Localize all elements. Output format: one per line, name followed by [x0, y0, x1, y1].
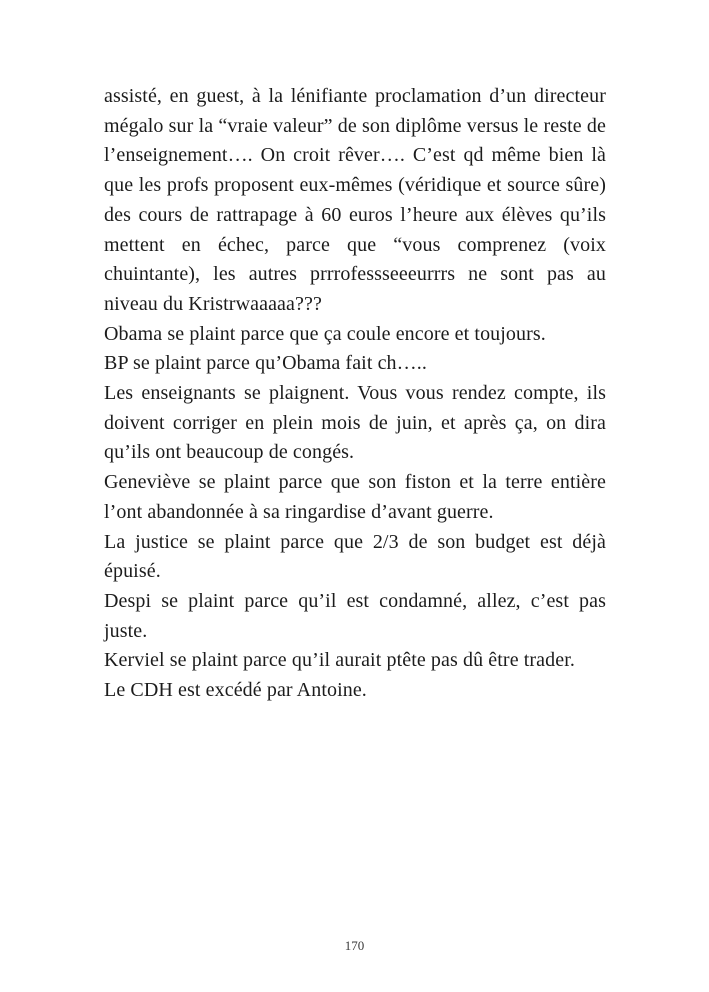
paragraph-3: BP se plaint parce qu’Obama fait ch…..: [104, 352, 427, 375]
paragraph-8: Kerviel se plaint parce qu’il aurait ptête pas dû être trader.: [104, 649, 575, 672]
paragraph-7: Despi se plaint parce qu’il est condamné, allez, c’est pas juste.: [104, 589, 606, 642]
page-number: 170: [344, 938, 365, 953]
page-text-block: [104, 82, 606, 706]
paragraph-4: Les enseignants se plaignent. Vous vous rendez compte, ils doivent corriger en plein mois de juin, et après ça, on dira qu’ils ont beaucoup de congés.: [104, 382, 606, 464]
paragraph-9: Le CDH est excédé par Antoine.: [104, 679, 367, 702]
paragraph-6: La justice se plaint parce que 2/3 de son budget est déjà épuisé.: [104, 530, 606, 583]
paragraph-1: assisté, en guest, à la lénifiante proclamation d’un directeur mégalo sur la “vraie valeur” de son diplôme versus le reste de l’enseignement…. On croit rêver…. C’est qd même bien là que les profs proposent eux-mêmes (véridique et source sûre) des cours de rattrapage à 60 euros l’heure aux élèves qu’ils mettent en échec, parce que “vous comprenez (voix chuintante), les autres prrrofessseeeurrrs ne sont pas au niveau du Kristrwaaaaa???: [104, 85, 606, 315]
paragraph-2: Obama se plaint parce que ça coule encore et toujours.: [104, 322, 546, 345]
paragraph-5: Geneviève se plaint parce que son fiston et la terre entière l’ont abandonnée à sa ringardise d’avant guerre.: [104, 471, 606, 523]
